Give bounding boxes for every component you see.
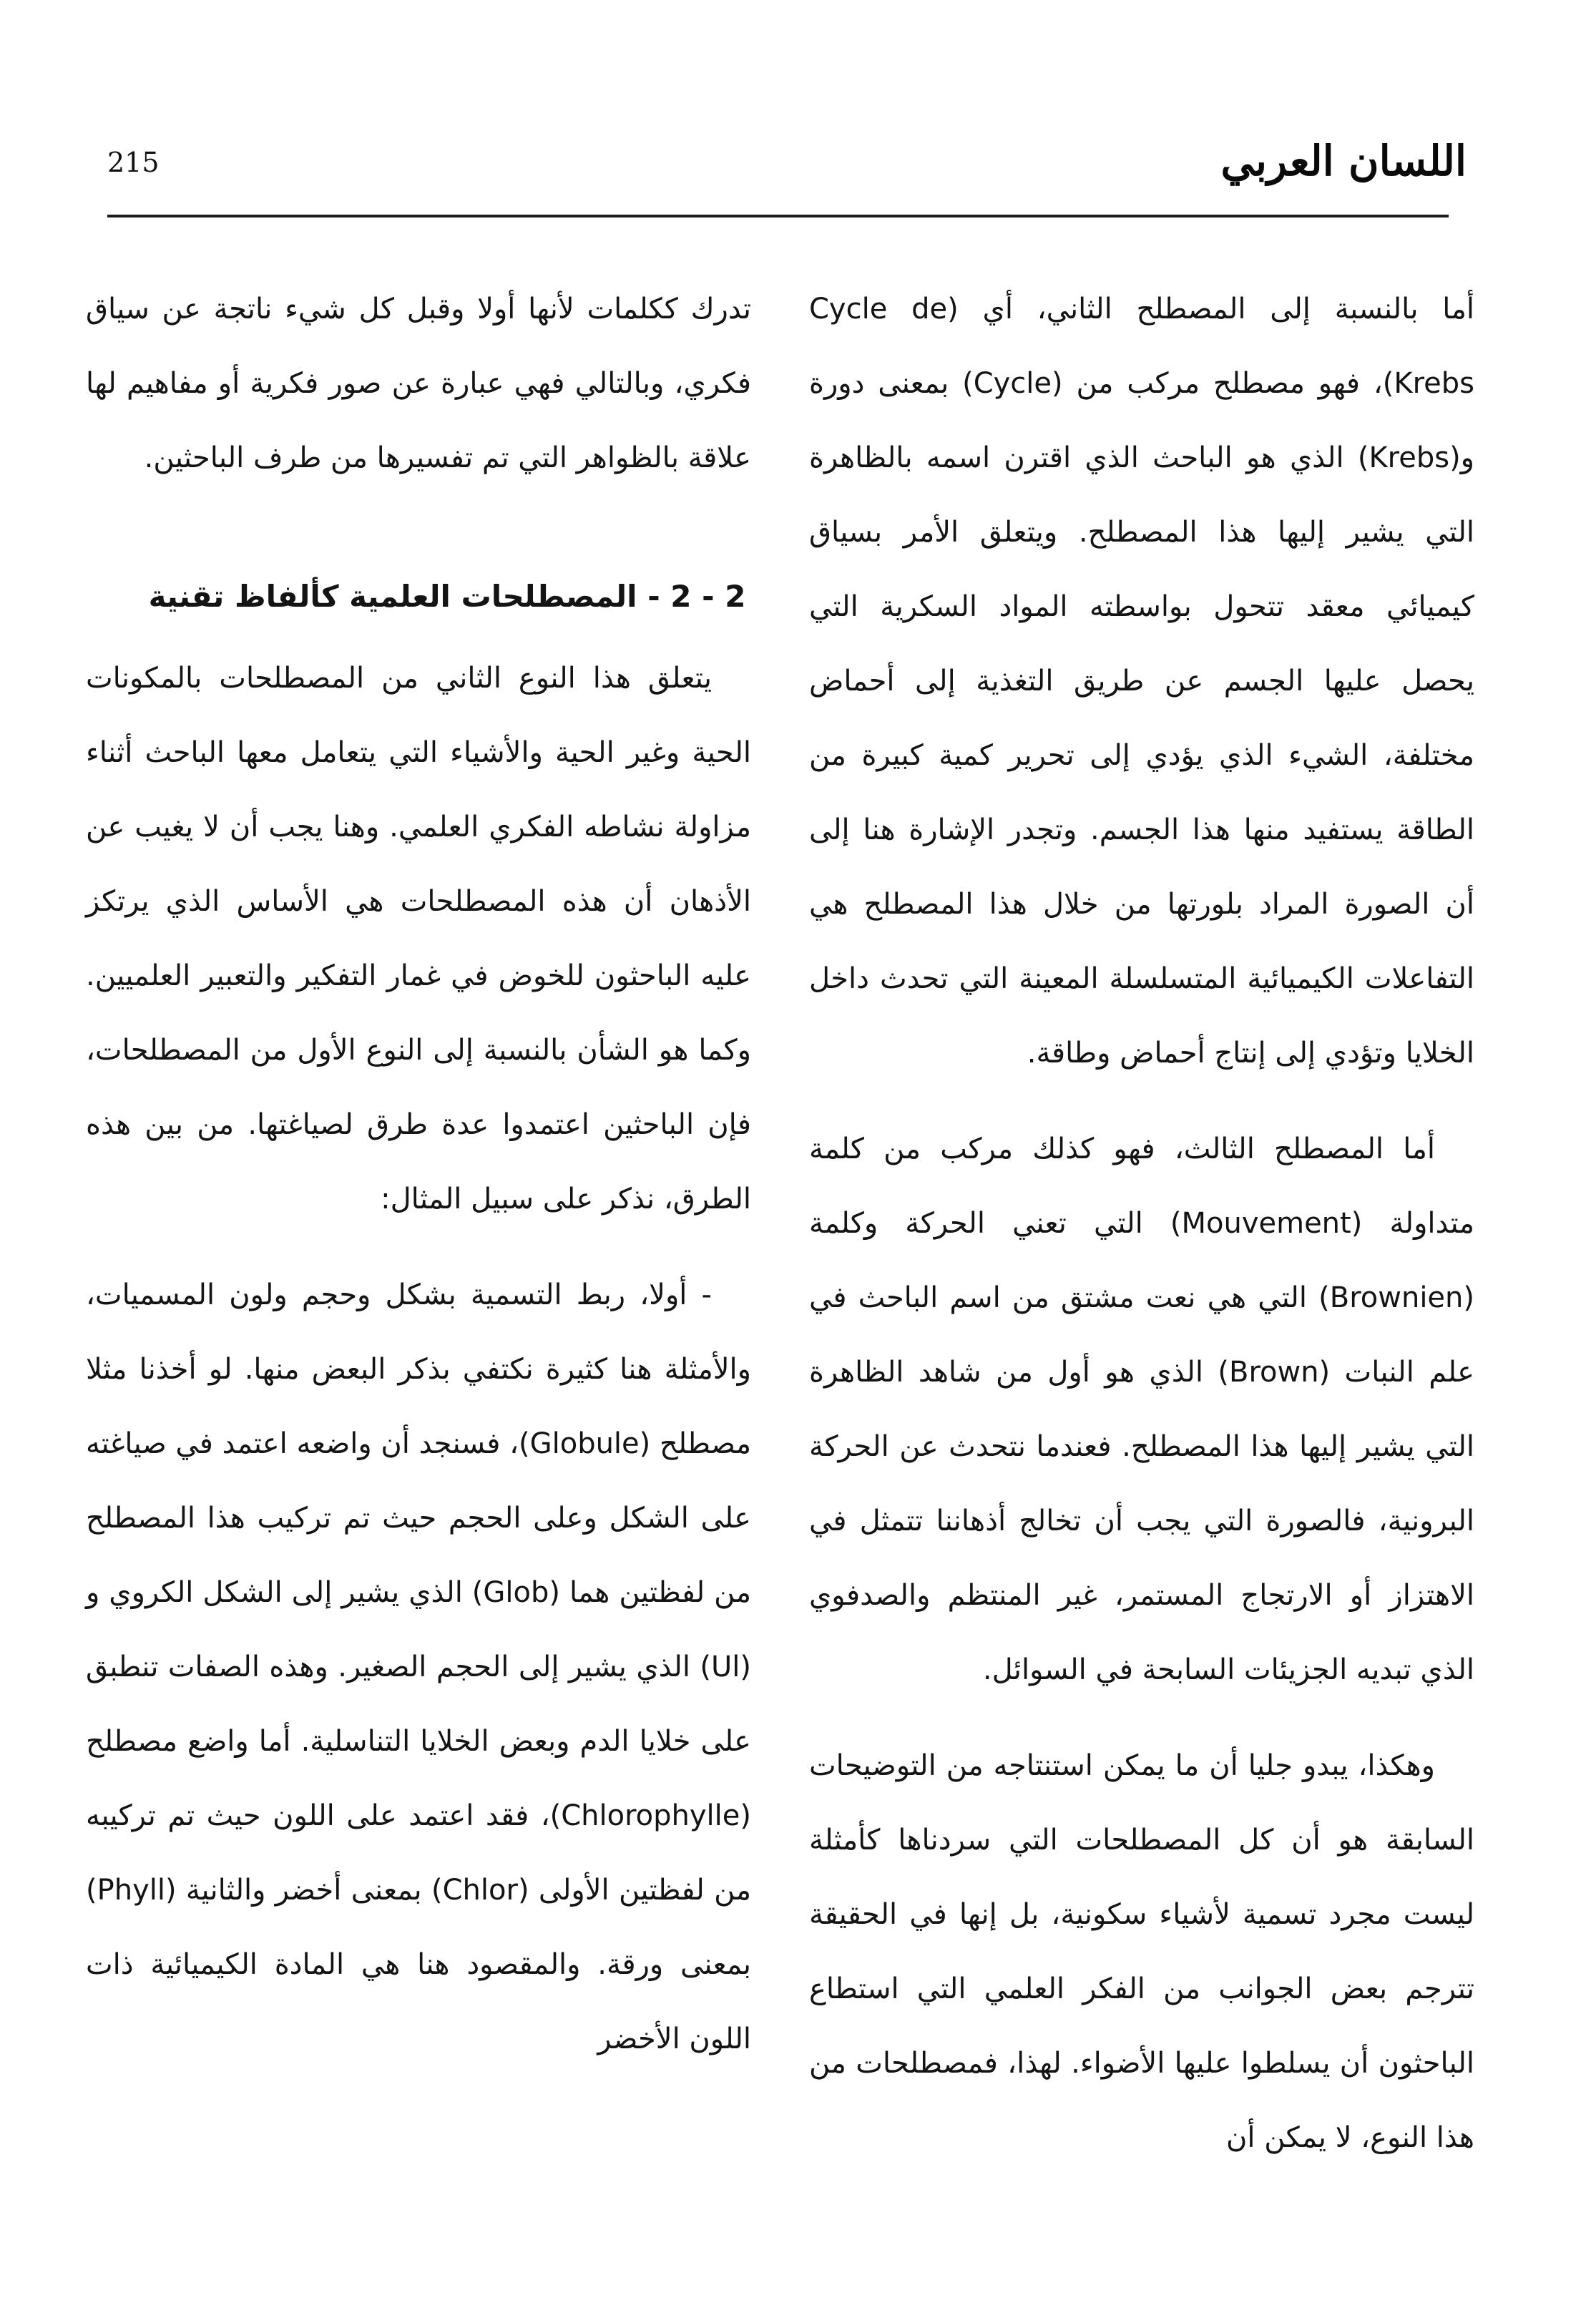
- left-column: [86, 272, 751, 2076]
- right-column: [809, 272, 1474, 2175]
- paragraph: تدرك ككلمات لأنها أولا وقبل كل شيء ناتجة عن سياق فكري، وبالتالي فهي عبارة عن صور فكرية أو مفاهيم لها علاقة بالظواهر التي تم تفسيرها من طرف الباحثين.: [86, 293, 751, 474]
- section-heading: 2 - 2 - المصطلحات العلمية كألفاظ تقنية: [148, 579, 746, 614]
- journal-title: اللسان العربي: [1220, 137, 1467, 185]
- paragraph: أما المصطلح الثالث، فهو كذلك مركب من كلمة متداولة (Mouvement) التي تعني الحركة وكلمة (Brownien) التي هي نعت مشتق من اسم الباحث في علم النبات (Brown) الذي هو أول من شاهد الظاهرة التي يشير إليها هذا المصطلح. فعندما نتحدث عن الحركة البرونية، فالصورة التي يجب أن تخالج أذهاننا تتمثل في الاهتزاز أو الارتجاج المستمر، غير المنتظم والصدفوي الذي تبديه الجزيئات السابحة في السوائل.: [809, 1133, 1474, 1686]
- paragraph: يتعلق هذا النوع الثاني من المصطلحات بالمكونات الحية وغير الحية والأشياء التي يتعامل معها الباحث أثناء مزاولة نشاطه الفكري العلمي. وهنا يجب أن لا يغيب عن الأذهان أن هذه المصطلحات هي الأساس الذي يرتكز عليه الباحثون للخوض في غمار التفكير والتعبير العلميين. وكما هو الشأن بالنسبة إلى النوع الأول من المصطلحات، فإن الباحثين اعتمدوا عدة طرق لصياغتها. من بين هذه الطرق، نذكر على سبيل المثال:: [86, 662, 751, 1216]
- paragraph: - أولا، ربط التسمية بشكل وحجم ولون المسميات، والأمثلة هنا كثيرة نكتفي بذكر البعض منها. لو أخذنا مثلا مصطلح (Globule)، فسنجد أن واضعه اعتمد في صياغته على الشكل وعلى الحجم حيث تم تركيب هذا المصطلح من لفظتين هما (Glob) الذي يشير إلى الشكل الكروي و (Ul) الذي يشير إلى الحجم الصغير. وهذه الصفات تنطبق على خلايا الدم وبعض الخلايا التناسلية. أما واضع مصطلح (Chlorophylle)، فقد اعتمد على اللون حيث تم تركيبه من لفظتين الأولى (Chlor) بمعنى أخضر والثانية (Phyll) بمعنى ورقة. والمقصود هنا هي المادة الكيميائية ذات اللون الأخضر: [86, 1278, 752, 2055]
- header-divider: [107, 215, 1449, 217]
- page-header: [107, 129, 1467, 200]
- paragraph: وهكذا، يبدو جليا أن ما يمكن استنتاجه من التوضيحات السابقة هو أن كل المصطلحات التي سردناها كأمثلة ليست مجرد تسمية لأشياء سكونية، بل إنها في الحقيقة تترجم بعض الجوانب من الفكر العلمي التي استطاع الباحثون أن يسلطوا عليها الأضواء. لهذا، فمصطلحات من هذا النوع، لا يمكن أن: [809, 1749, 1474, 2154]
- paragraph: أما بالنسبة إلى المصطلح الثاني، أي (Cycle de Krebs)، فهو مصطلح مركب من (Cycle) بمعنى دورة و(Krebs) الذي هو الباحث الذي اقترن اسمه بالظاهرة التي يشير إليها هذا المصطلح. ويتعلق الأمر بسياق كيميائي معقد تتحول بواسطته المواد السكرية التي يحصل عليها الجسم عن طريق التغذية إلى أحماض مختلفة، الشيء الذي يؤدي إلى تحرير كمية كبيرة من الطاقة يستفيد منها هذا الجسم. وتجدر الإشارة هنا إلى أن الصورة المراد بلورتها من خلال هذا المصطلح هي التفاعلات الكيميائية المتسلسلة المعينة التي تحدث داخل الخلايا وتؤدي إلى إنتاج أحماض وطاقة.: [809, 293, 1475, 1070]
- page-number: 215: [107, 147, 160, 178]
